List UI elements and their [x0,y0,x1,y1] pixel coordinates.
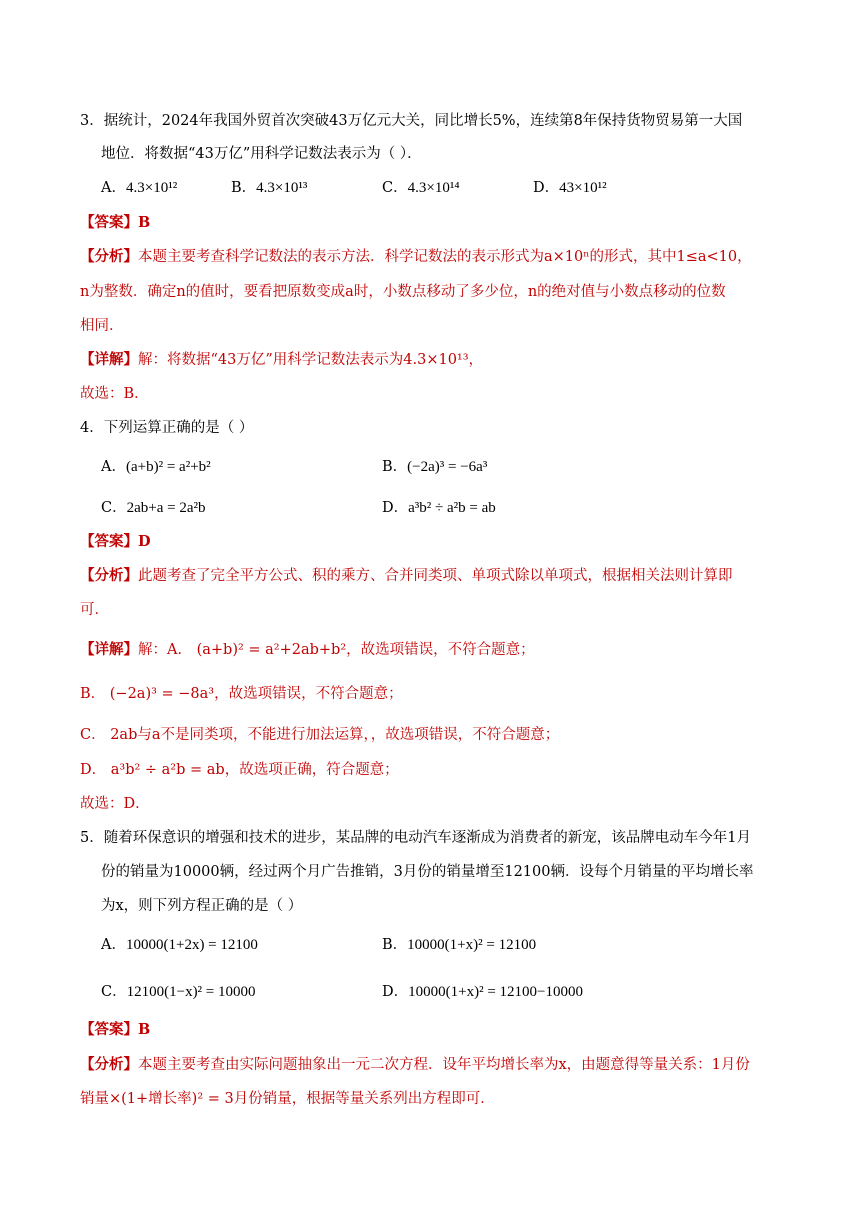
option-letter: A． [101,459,126,475]
q3-answer [80,213,150,233]
option-math: 10000(1+x)² = 12100 [407,937,537,953]
q3-stem-line1: 3．据统计，2024年我国外贸首次突破43万亿元大关，同比增长5%，连续第8年保持货物贸易第一大国 [80,113,743,129]
option-letter: B． [382,937,408,953]
option-letter: B． [382,459,408,475]
q3-option-b [231,178,307,198]
option-math: 43×10¹² [559,180,607,196]
option-math: 4.3×10¹² [125,180,178,196]
detail-tag: 【详解】 [80,641,138,658]
option-math: a³b² ÷ a²b = ab [408,500,496,516]
q3-stem-line2: 地位．将数据“43万亿”用科学记数法表示为（ ）． [101,146,422,162]
answer-tag: 【答案】 [80,533,138,550]
q4-stem: 4．下列运算正确的是（ ） [80,420,254,436]
analysis-text: 此题考查了完全平方公式、积的乘方、合并同类项、单项式除以单项式，根据相关法则计算即 [138,568,733,584]
analysis-tag: 【分析】 [80,1056,138,1073]
q4-answer [80,532,151,552]
option-letter: D． [533,180,560,196]
analysis-tag: 【分析】 [80,567,138,584]
q5-option-b [382,935,536,955]
answer-value: B [138,1021,151,1038]
analysis-tag: 【分析】 [80,248,138,265]
q3-analysis-line2: n为整数．确定n的值时，要看把原数变成a时，小数点移动了多少位，n的绝对值与小数点移动的位数 [80,284,726,300]
answer-value: D [138,533,151,550]
q3-option-c [382,178,460,198]
answer-tag: 【答案】 [80,1021,138,1038]
option-math: 12100(1−x)² = 10000 [126,984,256,1000]
q4-option-c [101,498,206,518]
option-letter: B． [231,180,257,196]
q5-option-c [101,982,256,1002]
q4-choose: 故选：D． [80,796,150,812]
option-letter: D． [382,984,409,1000]
q4-detail-line1 [80,640,535,660]
answer-tag: 【答案】 [80,214,138,231]
q4-analysis-line2: 可． [80,602,109,618]
q5-analysis-line2: 销量×(1+增长率)² = 3月份销量，根据等量关系列出方程即可． [80,1091,495,1107]
q5-option-a [101,935,258,955]
detail-text: 解：将数据“43万亿”用科学记数法表示为4.3×10¹³， [138,352,484,368]
q4-detail-line2: B． (−2a)³ = −8a³，故选项错误，不符合题意； [80,686,403,702]
detail-tag: 【详解】 [80,351,138,368]
q4-option-b [382,457,487,477]
answer-value: B [138,214,151,231]
q5-stem-line3: 为x，则下列方程正确的是（ ） [101,898,303,914]
option-math: 4.3×10¹⁴ [407,180,460,196]
q4-detail-line4: D． a³b² ÷ a²b = ab，故选项正确，符合题意； [80,762,399,778]
q4-detail-line3: C． 2ab与a不是同类项，不能进行加法运算，，故选项错误，不符合题意； [80,727,560,743]
q4-option-a [101,457,211,477]
q5-stem-line2: 份的销量为10000辆，经过两个月广告推销，3月份的销量增至12100辆．设每个月销量的平均增长率 [101,864,754,880]
q3-detail [80,350,483,370]
option-math: (−2a)³ = −6a³ [407,459,488,475]
option-letter: C． [101,984,127,1000]
q3-analysis-line1 [80,247,752,267]
q3-option-d [533,178,607,198]
q3-analysis-line3: 相同． [80,318,124,334]
option-letter: A． [101,180,126,196]
q5-answer [80,1020,150,1040]
q3-option-a [101,178,177,198]
option-letter: C． [101,500,127,516]
analysis-text: 本题主要考查由实际问题抽象出一元二次方程．设年平均增长率为x，由题意得等量关系：1月份 [138,1057,750,1073]
option-math: (a+b)² = a²+b² [125,459,211,475]
option-letter: A． [101,937,126,953]
option-math: 10000(1+x)² = 12100−10000 [408,984,584,1000]
detail-text: 解：A． (a+b)² = a²+2ab+b²，故选项错误，不符合题意； [138,642,535,658]
q4-option-d [382,498,496,518]
q5-option-d [382,982,583,1002]
q3-choose: 故选：B． [80,386,149,402]
option-math: 10000(1+2x) = 12100 [125,937,258,953]
q5-stem-line1: 5．随着环保意识的增强和技术的进步，某品牌的电动汽车逐渐成为消费者的新宠，该品牌电动车今年1月 [80,830,751,846]
option-letter: D． [382,500,409,516]
option-letter: C． [382,180,408,196]
q5-analysis-line1 [80,1055,750,1075]
q4-analysis-line1 [80,566,733,586]
option-math: 4.3×10¹³ [256,180,308,196]
option-math: 2ab+a = 2a²b [126,500,206,516]
analysis-text: 本题主要考查科学记数法的表示方法．科学记数法的表示形式为a×10ⁿ的形式，其中1≤a<10， [138,249,752,265]
